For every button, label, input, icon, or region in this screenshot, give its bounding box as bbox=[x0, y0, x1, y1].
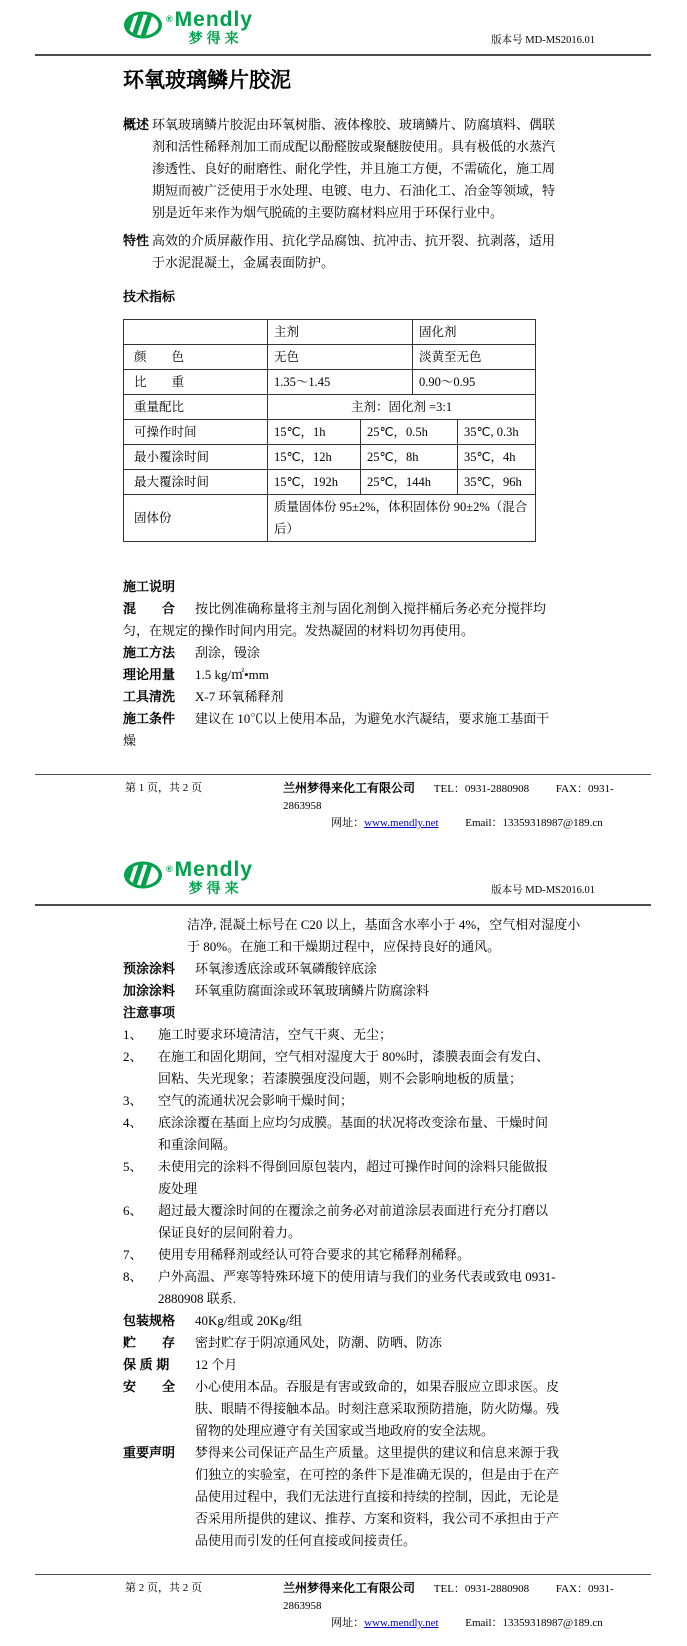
spec-row-potlife bbox=[124, 420, 536, 445]
spec-row-gravity bbox=[124, 370, 536, 395]
page1-content bbox=[0, 66, 559, 752]
note-number: 3、 bbox=[123, 1093, 143, 1108]
spec-value: 1.35～1.45 bbox=[268, 370, 413, 395]
footer-line1 bbox=[283, 780, 651, 815]
brand-name-cn: 梦得来 bbox=[188, 30, 243, 46]
page-number: 第 2 页，共 2 页 bbox=[125, 1582, 202, 1594]
spec-row-color bbox=[124, 345, 536, 370]
note-number: 5、 bbox=[123, 1159, 143, 1174]
footer-email: Email：13359318987@189.cn bbox=[465, 1617, 603, 1629]
primer-row bbox=[123, 958, 559, 980]
header-rule bbox=[35, 54, 651, 56]
company-block bbox=[283, 1580, 651, 1632]
spec-header-row bbox=[124, 320, 536, 345]
spec-value: 质量固体份 95±2%，体积固体份 90±2%（混合后） bbox=[268, 495, 536, 542]
website-link[interactable]: www.mendly.net bbox=[364, 817, 439, 829]
brand-name-en: Mendly bbox=[174, 8, 253, 31]
spec-value: 25℃，8h bbox=[361, 445, 458, 470]
topcoat-label: 加涂涂料 bbox=[123, 983, 176, 998]
primer-text: 环氧渗透底涂或环氧磷酸锌底涂 bbox=[195, 961, 378, 976]
page1-footer bbox=[0, 774, 687, 832]
spec-label: 最大覆涂时间 bbox=[124, 470, 268, 495]
spec-label: 颜 色 bbox=[124, 345, 268, 370]
spec-header-hardener: 固化剂 bbox=[413, 320, 536, 345]
spec-value: 淡黄至无色 bbox=[413, 345, 536, 370]
overview-paragraph bbox=[123, 114, 559, 224]
registered-mark: ® bbox=[166, 14, 173, 24]
spec-label: 比 重 bbox=[124, 370, 268, 395]
spec-value: 35℃，4h bbox=[458, 445, 536, 470]
footer-line2 bbox=[283, 815, 651, 832]
brand-name-cn: 梦得来 bbox=[188, 880, 243, 896]
company-name: 兰州梦得来化工有限公司 bbox=[283, 781, 416, 795]
company-block bbox=[283, 780, 651, 832]
method-text: 刮涂，镘涂 bbox=[195, 645, 261, 660]
topcoat-text: 环氧重防腐面涂或环氧玻璃鳞片防腐涂料 bbox=[195, 983, 430, 998]
website-label: 网址： bbox=[331, 1617, 365, 1629]
website-label: 网址： bbox=[331, 817, 365, 829]
safety-text: 小心使用本品。吞服是有害或致命的，如果吞服应立即求医。皮肤、眼睛不得接触本品。时刻注意采取预防措施，防火防爆。残留物的处理应遵守有关国家或当地政府的安全法规。 bbox=[195, 1379, 560, 1438]
spec-label: 重量配比 bbox=[124, 395, 268, 420]
note-text: 未使用完的涂料不得倒回原包装内，超过可操作时间的涂料只能做报废处理 bbox=[158, 1159, 549, 1196]
spec-label: 可操作时间 bbox=[124, 420, 268, 445]
footer-line1 bbox=[283, 1580, 651, 1615]
spec-row-solids bbox=[124, 495, 536, 542]
features-paragraph bbox=[123, 230, 559, 274]
dosage-row bbox=[123, 664, 559, 686]
version-label: 版本号 MD-MS2016.01 bbox=[491, 35, 595, 46]
note-item-1 bbox=[123, 1024, 559, 1046]
statement-label: 重要声明 bbox=[123, 1445, 176, 1460]
note-text: 施工时要求环境清洁，空气干爽、无尘； bbox=[158, 1027, 393, 1042]
page2-content bbox=[0, 914, 581, 1552]
spec-value: 主剂：固化剂 =3:1 bbox=[268, 395, 536, 420]
features-label: 特性 bbox=[123, 233, 150, 248]
spec-value: 15℃，192h bbox=[268, 470, 361, 495]
note-text: 户外高温、严寒等特殊环境下的使用请与我们的业务代表或致电 0931-2880908 联系. bbox=[158, 1269, 556, 1306]
note-text: 底涂涂覆在基面上应均匀成膜。基面的状况将改变涂布量、干燥时间和重涂间隔。 bbox=[158, 1115, 549, 1152]
overview-label: 概述 bbox=[123, 117, 150, 132]
packing-text: 40Kg/组或 20Kg/组 bbox=[195, 1313, 303, 1328]
brand-logo bbox=[123, 10, 253, 46]
condition-continued-text: 洁净, 混凝土标号在 C20 以上，基面含水率小于 4%，空气相对湿度小于 80%。在施工和干燥期过程中，应保持良好的通风。 bbox=[187, 917, 581, 954]
spec-header-empty bbox=[124, 320, 268, 345]
page-title: 环氧玻璃鳞片胶泥 bbox=[123, 69, 291, 92]
doc-header bbox=[0, 8, 687, 54]
shelf-life-text: 12 个月 bbox=[195, 1357, 238, 1372]
note-item-4 bbox=[123, 1112, 559, 1156]
note-item-7 bbox=[123, 1244, 559, 1266]
note-item-6 bbox=[123, 1200, 559, 1244]
note-item-2 bbox=[123, 1046, 559, 1090]
method-label: 施工方法 bbox=[123, 645, 176, 660]
brand-name bbox=[175, 10, 253, 46]
safety-row bbox=[123, 1376, 559, 1442]
spec-value: 无色 bbox=[268, 345, 413, 370]
spec-label: 最小覆涂时间 bbox=[124, 445, 268, 470]
footer-fax: FAX：0931-2863958 bbox=[283, 783, 614, 812]
footer-email: Email：13359318987@189.cn bbox=[465, 817, 603, 829]
overview-text: 环氧玻璃鳞片胶泥由环氧树脂、液体橡胶、玻璃鳞片、防腐填料、偶联剂和活性稀释剂加工而成配以酚醛胺或聚醚胺使用。具有极低的水蒸汽渗透性、良好的耐磨性、耐化学性，并且施工方便，不需硫化，施工周期短而被广泛使用于水处理、电镀、电力、石油化工、冶金等领域，特别是近年来作为烟气脱硫的主要防腐材料应用于环保行业中。 bbox=[152, 117, 556, 220]
header-rule bbox=[35, 904, 651, 906]
page-2 bbox=[0, 858, 687, 1632]
spec-value: 35℃，96h bbox=[458, 470, 536, 495]
notes-heading: 注意事项 bbox=[123, 1005, 176, 1020]
brand-logo-icon bbox=[123, 10, 165, 41]
page-number: 第 1 页，共 2 页 bbox=[125, 782, 202, 794]
packing-label: 包装规格 bbox=[123, 1313, 176, 1328]
packing-row bbox=[123, 1310, 559, 1332]
footer-fax: FAX：0931-2863958 bbox=[283, 1583, 614, 1612]
brand-logo bbox=[123, 860, 253, 896]
cleaning-text: X-7 环氧稀释剂 bbox=[195, 689, 284, 704]
spec-label: 固体份 bbox=[124, 495, 268, 542]
note-text: 使用专用稀释剂或经认可符合要求的其它稀释剂稀释。 bbox=[158, 1247, 471, 1262]
cleaning-label: 工具清洗 bbox=[123, 689, 176, 704]
mixing-paragraph bbox=[123, 598, 559, 642]
shelf-life-row bbox=[123, 1354, 559, 1376]
mixing-label: 混 合 bbox=[123, 601, 176, 616]
statement-text: 梦得来公司保证产品生产质量。这里提供的建议和信息来源于我们独立的实验室，在可控的条件下是准确无误的，但是由于在产品使用过程中，我们无法进行直接和持续的控制，因此，无论是否采用所提供的建议、推荐、方案和资料，我公司不承担由于产品使用而引发的任何直接或间接责任。 bbox=[195, 1445, 560, 1548]
note-number: 4、 bbox=[123, 1115, 143, 1130]
dosage-label: 理论用量 bbox=[123, 667, 176, 682]
note-item-8 bbox=[123, 1266, 559, 1310]
storage-row bbox=[123, 1332, 559, 1354]
condition-label: 施工条件 bbox=[123, 711, 176, 726]
features-text: 高效的介质屏蔽作用、抗化学品腐蚀、抗冲击、抗开裂、抗剥落，适用于水泥混凝土，金属表面防护。 bbox=[152, 233, 556, 270]
storage-text: 密封贮存于阴凉通风处，防潮、防晒、防冻 bbox=[195, 1335, 443, 1350]
primer-label: 预涂涂料 bbox=[123, 961, 176, 976]
page2-footer bbox=[0, 1574, 687, 1632]
note-number: 1、 bbox=[123, 1027, 143, 1042]
footer-line2 bbox=[283, 1615, 651, 1632]
footer-tel: TEL：0931-2880908 bbox=[433, 1583, 530, 1595]
brand-logo-icon bbox=[123, 860, 165, 891]
shelf-life-label: 保 质 期 bbox=[123, 1357, 170, 1372]
spec-value: 25℃，0.5h bbox=[361, 420, 458, 445]
note-item-3 bbox=[123, 1090, 559, 1112]
spec-table bbox=[123, 319, 536, 542]
version-label: 版本号 MD-MS2016.01 bbox=[491, 885, 595, 896]
note-number: 8、 bbox=[123, 1269, 143, 1284]
method-row bbox=[123, 642, 559, 664]
note-item-5 bbox=[123, 1156, 559, 1200]
doc-header-2 bbox=[0, 858, 687, 904]
spec-row-max-recoat bbox=[124, 470, 536, 495]
mixing-text: 按比例准确称量将主剂与固化剂倒入搅拌桶后务必充分搅拌均匀，在规定的操作时间内用完。发热凝固的材料切勿再使用。 bbox=[123, 601, 547, 638]
note-text: 空气的流通状况会影响干燥时间； bbox=[158, 1093, 354, 1108]
safety-label: 安 全 bbox=[123, 1379, 176, 1394]
footer-tel: TEL：0931-2880908 bbox=[433, 783, 530, 795]
brand-name bbox=[175, 860, 253, 896]
tech-heading: 技术指标 bbox=[123, 289, 176, 304]
spec-value: 15℃，1h bbox=[268, 420, 361, 445]
statement-row bbox=[123, 1442, 559, 1552]
spec-row-ratio bbox=[124, 395, 536, 420]
topcoat-row bbox=[123, 980, 559, 1002]
company-name: 兰州梦得来化工有限公司 bbox=[283, 1581, 416, 1595]
cleaning-row bbox=[123, 686, 559, 708]
registered-mark: ® bbox=[166, 864, 173, 874]
condition-row bbox=[123, 708, 559, 752]
spec-value: 15℃，12h bbox=[268, 445, 361, 470]
brand-name-en: Mendly bbox=[174, 858, 253, 881]
spec-header-main: 主剂 bbox=[268, 320, 413, 345]
note-number: 7、 bbox=[123, 1247, 143, 1262]
construction-heading: 施工说明 bbox=[123, 579, 176, 594]
website-link[interactable]: www.mendly.net bbox=[364, 1617, 439, 1629]
dosage-text: 1.5 kg/㎡•mm bbox=[195, 667, 269, 682]
note-text: 在施工和固化期间，空气相对湿度大于 80%时，漆膜表面会有发白、回粘、失光现象；若漆膜强度没问题，则不会影响地板的质量； bbox=[158, 1049, 550, 1086]
page-1 bbox=[0, 8, 687, 832]
spec-value: 35℃, 0.3h bbox=[458, 420, 536, 445]
spec-value: 0.90～0.95 bbox=[413, 370, 536, 395]
storage-label: 贮 存 bbox=[123, 1335, 176, 1350]
spec-value: 25℃，144h bbox=[361, 470, 458, 495]
note-text: 超过最大覆涂时间的在覆涂之前务必对前道涂层表面进行充分打磨以保证良好的层间附着力。 bbox=[158, 1203, 549, 1240]
note-number: 2、 bbox=[123, 1049, 143, 1064]
spec-row-min-recoat bbox=[124, 445, 536, 470]
condition-text: 建议在 10℃以上使用本品，为避免水汽凝结，要求施工基面干燥 bbox=[123, 711, 550, 748]
note-number: 6、 bbox=[123, 1203, 143, 1218]
